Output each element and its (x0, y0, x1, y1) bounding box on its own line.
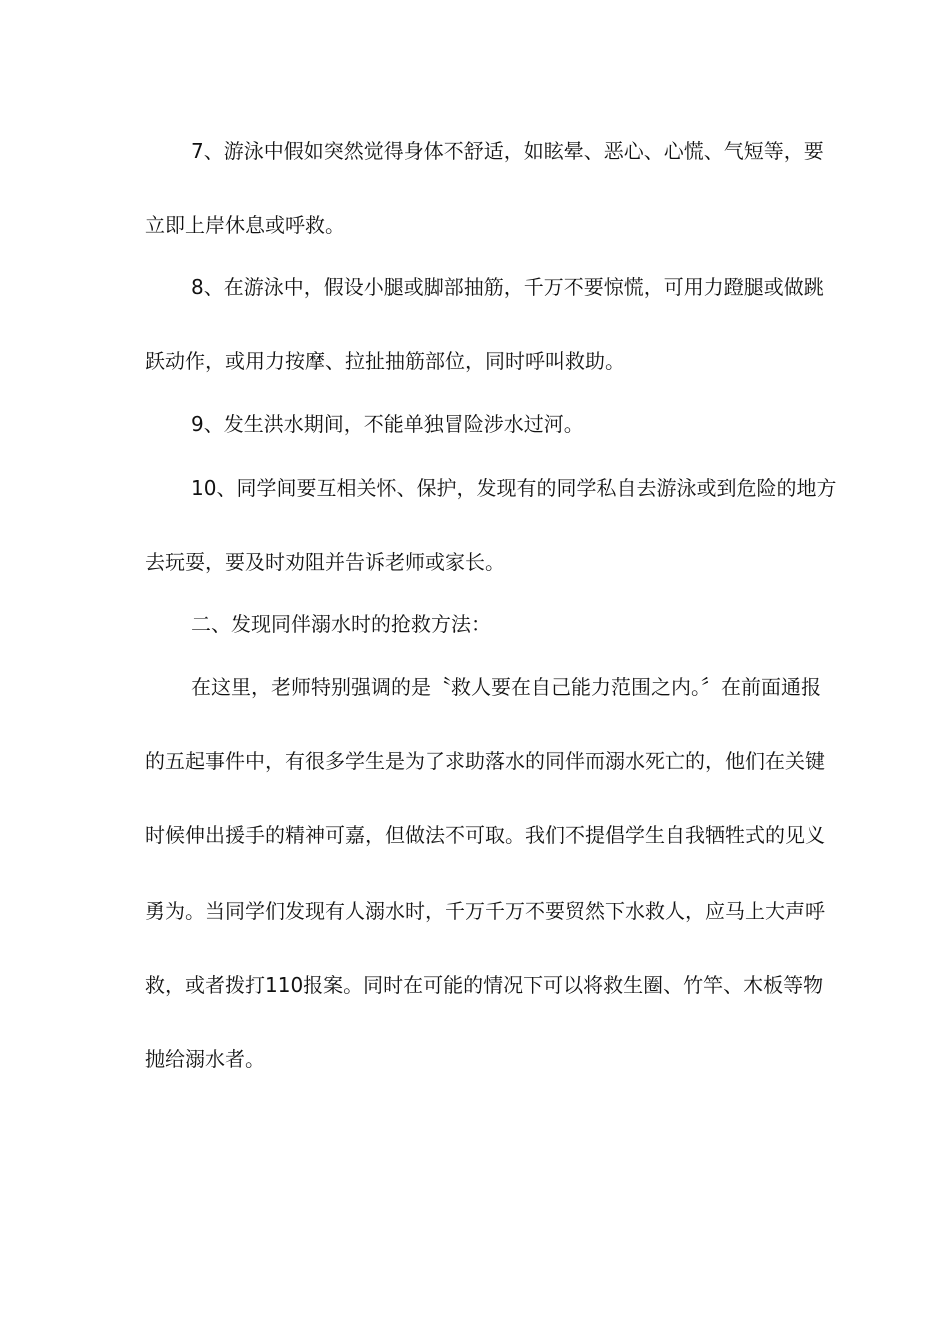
paragraph-8-line-1: 8、在游泳中，假设小腿或脚部抽筋，千万不要惊慌，可用力蹬腿或做跳 (191, 275, 824, 299)
paragraph-10-line-2: 去玩耍，要及时劝阻并告诉老师或家长。 (145, 550, 505, 574)
paragraph-10-line-1: 10、同学间要互相关怀、保护，发现有的同学私自去游泳或到危险的地方 (191, 476, 837, 500)
paragraph-7-line-2: 立即上岸休息或呼救。 (145, 213, 345, 237)
paragraph-7-line-1: 7、游泳中假如突然觉得身体不舒适，如眩晕、恶心、心慌、气短等，要 (191, 139, 824, 163)
section-heading: 二、发现同伴溺水时的抢救方法： (191, 612, 491, 636)
paragraph-rescue-line-5: 救，或者拨打110报案。同时在可能的情况下可以将救生圈、竹竿、木板等物 (145, 973, 824, 997)
paragraph-rescue-line-1: 在这里，老师特别强调的是〝救人要在自己能力范围之内。〞在前面通报 (191, 675, 821, 699)
paragraph-rescue-line-3: 时候伸出援手的精神可嘉，但做法不可取。我们不提倡学生自我牺牲式的见义 (145, 823, 825, 847)
paragraph-rescue-line-6: 抛给溺水者。 (145, 1047, 265, 1071)
paragraph-rescue-line-2: 的五起事件中，有很多学生是为了求助落水的同伴而溺水死亡的，他们在关键 (145, 749, 825, 773)
paragraph-9-line-1: 9、发生洪水期间，不能单独冒险涉水过河。 (191, 412, 584, 436)
paragraph-8-line-2: 跃动作，或用力按摩、拉扯抽筋部位，同时呼叫救助。 (145, 349, 625, 373)
paragraph-rescue-line-4: 勇为。当同学们发现有人溺水时，千万千万不要贸然下水救人，应马上大声呼 (145, 899, 825, 923)
